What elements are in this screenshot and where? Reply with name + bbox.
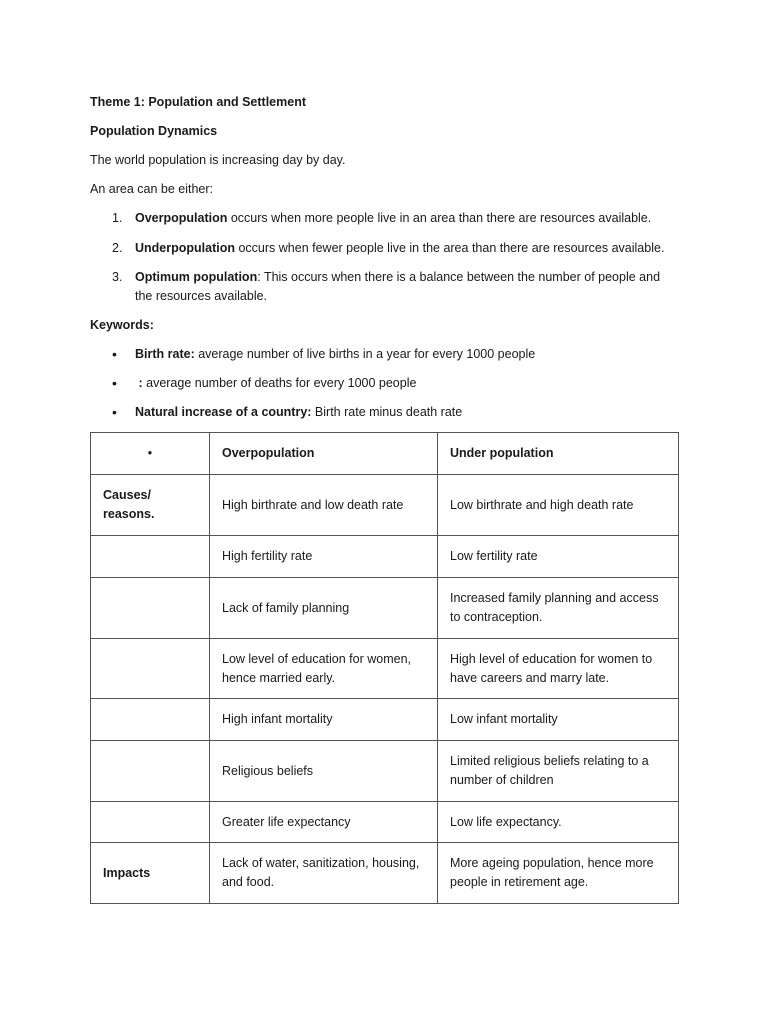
- numbered-item-overpopulation: [112, 209, 672, 228]
- intro-paragraph: The world population is increasing day by day.: [90, 153, 346, 167]
- row-label-impacts: Impacts: [91, 843, 210, 904]
- row-label-cell: [91, 639, 210, 699]
- overpopulation-cell: High infant mortality: [210, 699, 438, 741]
- overpopulation-cell: Greater life expectancy: [210, 802, 438, 843]
- item-term: Underpopulation: [135, 241, 235, 255]
- bullet-icon: •: [112, 404, 117, 420]
- keyword-death-rate: [112, 374, 672, 393]
- underpopulation-cell: Increased family planning and access to contraception.: [438, 578, 679, 639]
- keyword-definition: Birth rate minus death rate: [311, 405, 463, 419]
- item-number: 3.: [112, 270, 123, 284]
- underpopulation-cell: Limited religious beliefs relating to a number of children: [438, 741, 679, 802]
- overpopulation-cell: Lack of family planning: [210, 578, 438, 639]
- item-number: 1.: [112, 211, 123, 225]
- item-text: occurs when more people live in an area than there are resources available.: [227, 211, 652, 225]
- header-overpopulation: Overpopulation: [210, 433, 438, 475]
- underpopulation-cell: Low life expectancy.: [438, 802, 679, 843]
- overpopulation-cell: Religious beliefs: [210, 741, 438, 802]
- row-label-cell: [91, 536, 210, 578]
- header-under-population: Under population: [438, 433, 679, 475]
- section-heading: Population Dynamics: [90, 124, 218, 138]
- item-number: 2.: [112, 241, 123, 255]
- row-label-cell: [91, 802, 210, 843]
- table-row: [91, 741, 679, 802]
- row-label-causes: Causes/ reasons.: [91, 475, 210, 536]
- area-intro-paragraph: An area can be either:: [90, 182, 213, 196]
- underpopulation-cell: Low birthrate and high death rate: [438, 475, 679, 536]
- table-row: [91, 802, 679, 843]
- keyword-definition: average number of deaths for every 1000 people: [142, 376, 417, 390]
- item-term: Optimum population: [135, 270, 258, 284]
- item-text: : This occurs when there is a balance between the number of people and the resources available.: [135, 270, 661, 303]
- table-row: [91, 639, 679, 699]
- table-row: [91, 475, 679, 536]
- row-label-cell: [91, 741, 210, 802]
- overpopulation-cell: Lack of water, sanitization, housing, and food.: [210, 843, 438, 904]
- row-label-cell: [91, 578, 210, 639]
- keyword-definition: average number of live births in a year for every 1000 people: [194, 347, 536, 361]
- item-term: Overpopulation: [135, 211, 228, 225]
- row-label-cell: [91, 699, 210, 741]
- underpopulation-cell: Low fertility rate: [438, 536, 679, 578]
- keyword-term: :: [135, 376, 143, 390]
- header-bullet-cell: •: [91, 433, 210, 475]
- population-comparison-table: [90, 432, 679, 904]
- keyword-term: Birth rate:: [135, 347, 195, 361]
- keyword-birth-rate: [112, 345, 672, 364]
- keyword-term: Natural increase of a country:: [135, 405, 312, 419]
- bullet-icon: •: [112, 346, 117, 362]
- item-text: occurs when fewer people live in the area than there are resources available.: [235, 241, 665, 255]
- keywords-heading: Keywords:: [90, 318, 154, 332]
- underpopulation-cell: High level of education for women to have careers and marry late.: [438, 639, 679, 699]
- table-row: [91, 578, 679, 639]
- underpopulation-cell: Low infant mortality: [438, 699, 679, 741]
- numbered-item-underpopulation: [112, 239, 672, 258]
- numbered-item-optimum-population: [112, 268, 672, 306]
- table-header-row: [91, 433, 679, 475]
- table-row: [91, 699, 679, 741]
- overpopulation-cell: Low level of education for women, hence married early.: [210, 639, 438, 699]
- bullet-icon: •: [112, 375, 117, 391]
- keyword-natural-increase: [112, 403, 672, 422]
- table-row: [91, 843, 679, 904]
- overpopulation-cell: High birthrate and low death rate: [210, 475, 438, 536]
- underpopulation-cell: More ageing population, hence more people in retirement age.: [438, 843, 679, 904]
- document-title: Theme 1: Population and Settlement: [90, 95, 306, 109]
- table-row: [91, 536, 679, 578]
- overpopulation-cell: High fertility rate: [210, 536, 438, 578]
